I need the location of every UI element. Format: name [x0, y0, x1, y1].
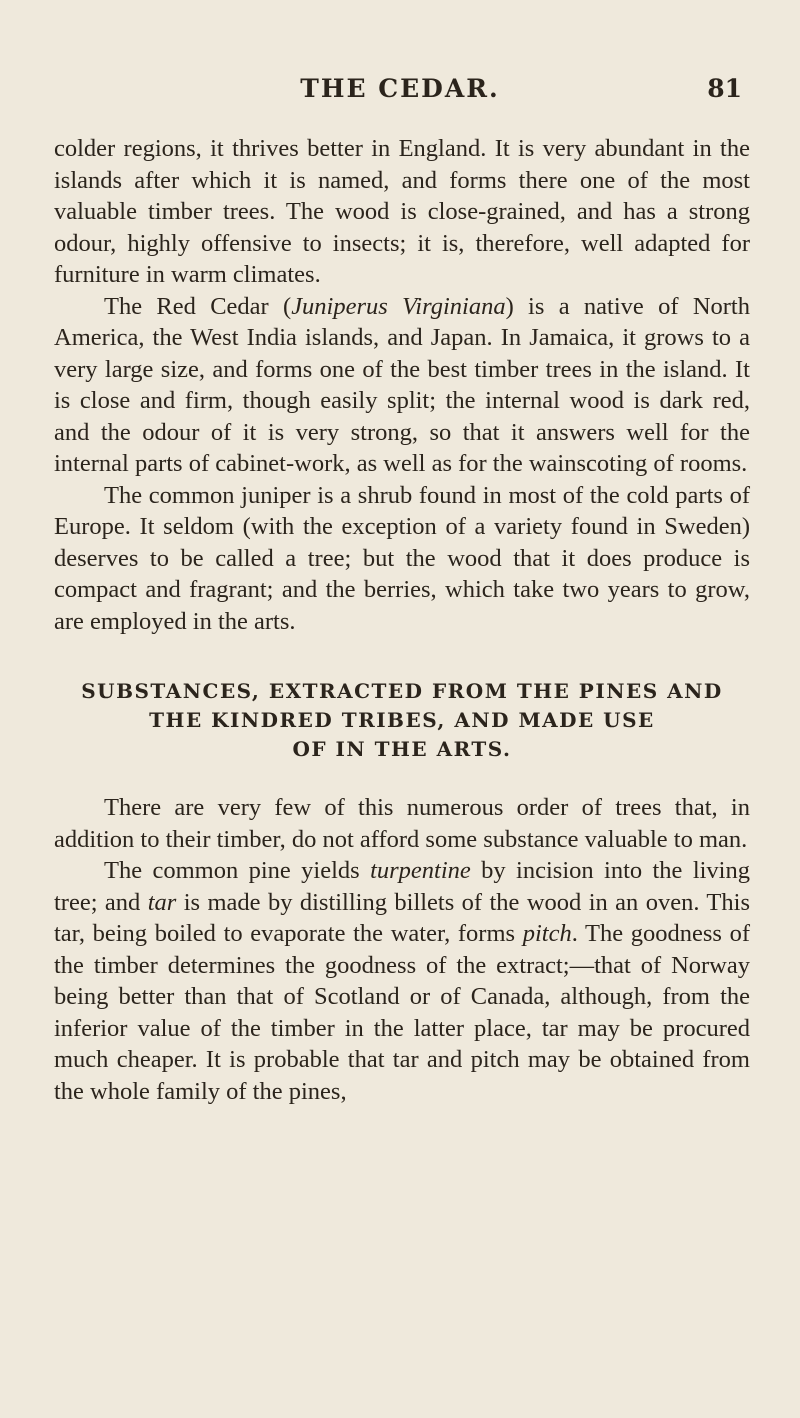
running-title: THE CEDAR. [300, 74, 500, 103]
body-text [54, 133, 750, 1107]
paragraph-text: is made by distilling billets of the wood in an oven. This tar, being boiled to evaporate the water, forms [54, 888, 750, 947]
section-heading-line: THE KINDRED TRIBES, AND MADE USE [149, 708, 655, 732]
section-heading [54, 677, 750, 764]
paragraph-text: ) is a native of North America, the West India islands, and Japan. In Jamaica, it grows to a very large size, and forms one of the best timber trees in the island. It is close and firm, though easily split; the internal wood is dark red, and the odour of it is very strong, so that it answers well for the internal parts of cabinet-work, as well as for the wainscoting of rooms. [54, 292, 750, 477]
species-name: Juniperus Virginiana [291, 292, 506, 320]
term-pitch: pitch [522, 920, 572, 947]
paragraph-juniper: The common juniper is a shrub found in most of the cold parts of Europe. It seldom (with the exception of a variety found in Sweden) deserves to be called a tree; but the wood that it does produce is compact and fragrant; and the berries, which take two years to grow, are employed in the arts. [54, 481, 750, 635]
paragraph-cedar-continued: colder regions, it thrives better in England. It is very abundant in the islands after which it is named, and forms there one of the most valuable timber trees. The wood is close-grained, and has a strong odour, highly offensive to insects; it is, therefore, well adapted for furniture in warm climates. [54, 135, 750, 288]
paragraph-turpentine-tar [54, 855, 750, 1107]
term-tar: tar [147, 888, 177, 916]
paragraph-text: . The goodness of the timber determines the goodness of the extract;—that of Norway being better than that of Scotland or of Canada, although, from the inferior value of the timber in the latter place, tar may be procured much cheaper. It is probable that tar and pitch may be obtained from the whole family of the pines, [54, 920, 750, 1105]
paragraph-text: The common pine yields [104, 857, 371, 884]
paragraph-text: The Red Cedar ( [104, 292, 292, 320]
paragraph-text: by incision into the living tree; and [54, 857, 750, 916]
section-heading-line: SUBSTANCES, EXTRACTED FROM THE PINES AND [81, 679, 723, 703]
page-number: 81 [707, 74, 742, 103]
term-turpentine: turpentine [370, 857, 471, 884]
paragraph-substances-intro: There are very few of this numerous order of trees that, in addition to their timber, do not afford some substance valuable to man. [54, 794, 750, 853]
section-heading-line: OF IN THE ARTS. [292, 737, 512, 761]
paragraph-red-cedar [54, 291, 750, 480]
running-head [54, 74, 746, 108]
